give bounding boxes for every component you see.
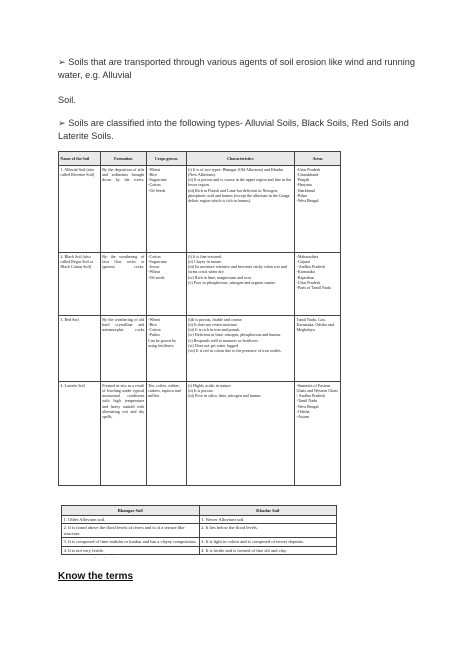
- areas-line: -Assam: [296, 413, 309, 419]
- table-row: [59, 253, 341, 316]
- khadar-cell: 4. It is fertile and is formed of fine silt and clay.: [199, 546, 337, 554]
- bhangar-cell: 3. It is composed of lime nodular or kankar and has a clayey composition.: [62, 538, 200, 546]
- crops-line: -Oil Seeds: [148, 187, 166, 193]
- column-header: Formation: [100, 152, 146, 166]
- soil-name-cell: 1. Alluvial Soil (also called Riverine Soil): [59, 166, 101, 253]
- areas-line: -Summits of Eastern Ghats and Western Ghats: [296, 383, 338, 394]
- crops-line: -Sugarcane: [148, 177, 167, 183]
- paragraph-transported-soils: ➢ Soils that are transported through various agents of soil erosion like wind and running water, e.g. Alluvial: [58, 57, 416, 80]
- areas-line: -Odisha: [296, 408, 310, 414]
- areas-line: -West Bengal: [296, 403, 319, 409]
- characteristics-line: (v) Responds well to manures or fertilisers.: [187, 337, 259, 343]
- characteristics-line: (i) It is fine textured.: [187, 254, 222, 260]
- areas-line: -Maharashtra: [296, 254, 319, 260]
- formation-cell: By the weathering of lava flow rocks or igneous rocks.: [100, 253, 146, 316]
- areas-cell: [295, 166, 341, 253]
- characteristics-cell: [186, 253, 295, 316]
- areas-line: - Andhra Pradesh: [296, 264, 325, 270]
- characteristics-line: (iv) Deficient in lime, nitrogen, phosphorous and humus.: [187, 332, 282, 338]
- formation-cell: By the deposition of silts and sediments brought down by the rivers.: [100, 166, 146, 253]
- crops-cell: [146, 253, 186, 316]
- crops-line: -Wheat: [148, 317, 161, 323]
- crops-line: -Wheat: [148, 167, 161, 173]
- bhangar-cell: 4. It is not very fertile.: [62, 546, 200, 554]
- crops-line: -Cotton: [148, 182, 161, 188]
- areas-line: - Andhra Pradesh: [296, 393, 325, 399]
- characteristics-line: (i) It is of two types- Bhangar (Old Alluvium) and Khadar (New Alluvium).: [187, 167, 284, 178]
- areas-line: -Uttarakhand: [296, 172, 319, 178]
- areas-line: -Jharkhand: [296, 187, 315, 193]
- characteristics-line: (iii) Rich in Potash and Lime but deficient in Nitrogen, phosphoric acid and humus (except the alluvium in the Ganga deltaic region which is rich in humus).: [187, 187, 290, 203]
- formation-cell: By the weathering of old hard crystalline and metamorphic rocks: [100, 316, 146, 382]
- crops-cell: [146, 316, 186, 382]
- characteristics-line: (i) Highly acidic in nature.: [187, 383, 232, 389]
- areas-line: -West Bengal: [296, 197, 319, 203]
- table-header-row: [62, 506, 337, 516]
- areas-line: -Punjab: [296, 177, 310, 183]
- crops-cell: [146, 166, 186, 253]
- crops-line: -Cotton: [148, 327, 161, 333]
- areas-cell: [295, 382, 341, 486]
- crops-line: -Jowar: [148, 264, 160, 270]
- crops-line: -Cotton: [148, 254, 161, 260]
- soil-name-cell: 2. Black Soil (also called Regur Soil or Black Cotton Soil): [59, 253, 101, 316]
- areas-line: -Parts of Tamil Nadu: [296, 284, 331, 290]
- formation-cell: Formed in-situ as a result of leaching under typical monsoonal conditions with high temperature and heavy rainfall with alternating wet and dry spells.: [100, 382, 146, 486]
- areas-line: -Uttar Pradesh: [296, 279, 321, 285]
- paragraph-soil-types: ➢ Soils are classified into the following types- Alluvial Soils, Black Soils, Red Soils and Laterite Soils.: [58, 118, 409, 141]
- characteristics-line: (iii) Its moisture retentive and becomes sticky when wet and forms crack when dry.: [187, 264, 287, 275]
- characteristics-line: (iv) Rich in lime, magnesium and iron.: [187, 274, 252, 280]
- table-row: [59, 166, 341, 253]
- areas-line: -Rajasthan: [296, 274, 314, 280]
- crops-cell: [146, 382, 186, 486]
- soil-types-table: [58, 151, 341, 486]
- characteristics-cell: [186, 316, 295, 382]
- soil-name-cell: 3. Red Soil: [59, 316, 101, 382]
- areas-line: -Gujarat: [296, 259, 311, 265]
- areas-line: -Tamil Nadu: [296, 398, 318, 404]
- characteristics-line: (v) Poor in phosphorous, nitrogen and organic matter.: [187, 279, 276, 285]
- crops-line: -Sugarcane: [148, 259, 167, 265]
- bhangar-cell: 1. Older Alluvium soil.: [62, 516, 200, 524]
- characteristics-line: (i)It is porous, friable and coarse.: [187, 317, 243, 323]
- characteristics-line: (ii) It is porous.: [187, 388, 214, 394]
- section-heading: Know the terms: [58, 571, 134, 582]
- table-row: [62, 538, 337, 546]
- paragraph-soil: Soil.: [58, 95, 76, 105]
- crops-line: -Rice: [148, 322, 157, 328]
- column-header: Areas: [295, 152, 341, 166]
- stray-marks: · · ·: [95, 555, 118, 561]
- areas-cell: [295, 316, 341, 382]
- table-row: [62, 516, 337, 524]
- crops-line: -Pulses: [148, 332, 160, 338]
- crops-line: -Rice: [148, 172, 157, 178]
- characteristics-line: (vii) It is red in colour due to the presence of iron oxides.: [187, 347, 282, 353]
- characteristics-line: (iii) It is rich in iron and potash.: [187, 327, 241, 333]
- characteristics-line: (ii) Clayey in nature.: [187, 259, 223, 265]
- areas-line: -Karnataka: [296, 269, 315, 275]
- crops-line: -Wheat: [148, 269, 161, 275]
- areas-cell: [295, 253, 341, 316]
- areas-line: Tamil Nadu, Goa, Karnataka, Odisha and Meghalaya: [296, 317, 334, 333]
- column-header: Characteristics: [186, 152, 295, 166]
- characteristics-cell: [186, 382, 295, 486]
- table-row: [62, 546, 337, 554]
- column-header: Khadar Soil: [199, 506, 337, 516]
- bhangar-cell: 2. It is found above the flood levels of rivers and is of a terrace like structure.: [62, 524, 200, 538]
- column-header: Bhangar Soil: [62, 506, 200, 516]
- khadar-cell: 2. It lies below the flood levels.: [199, 524, 337, 538]
- column-header: Crops grown: [146, 152, 186, 166]
- soil-name-cell: 4. Laterite Soil: [59, 382, 101, 486]
- table-row: [62, 524, 337, 538]
- crops-line: Tea, coffee, rubber, cashew, tapioca and millets: [148, 383, 181, 399]
- characteristics-cell: [186, 166, 295, 253]
- areas-line: -Bihar: [296, 192, 307, 198]
- characteristics-line: (vi) Does not get water logged.: [187, 342, 239, 348]
- khadar-cell: 3. It is light in colour and is composed of newer deposits.: [199, 538, 337, 546]
- crops-line: Can be grown by using fertilisers: [148, 337, 177, 348]
- crops-line: -Oil seeds: [148, 274, 165, 280]
- characteristics-line: (ii) It does not retain moisture.: [187, 322, 238, 328]
- column-header: Name of the Soil: [59, 152, 101, 166]
- areas-line: -Uttar Pradesh: [296, 167, 321, 173]
- areas-line: -Haryana: [296, 182, 312, 188]
- table-header-row: [59, 152, 341, 166]
- table-row: [59, 382, 341, 486]
- characteristics-line: (ii) It is porous and is coarse in the upper region and fine in the lower region.: [187, 177, 292, 188]
- bhangar-khadar-table: [61, 505, 337, 555]
- khadar-cell: 1. Newer Alluvium soil.: [199, 516, 337, 524]
- characteristics-line: (iii) Poor in silica, lime, nitrogen and humus.: [187, 393, 262, 399]
- table-row: [59, 316, 341, 382]
